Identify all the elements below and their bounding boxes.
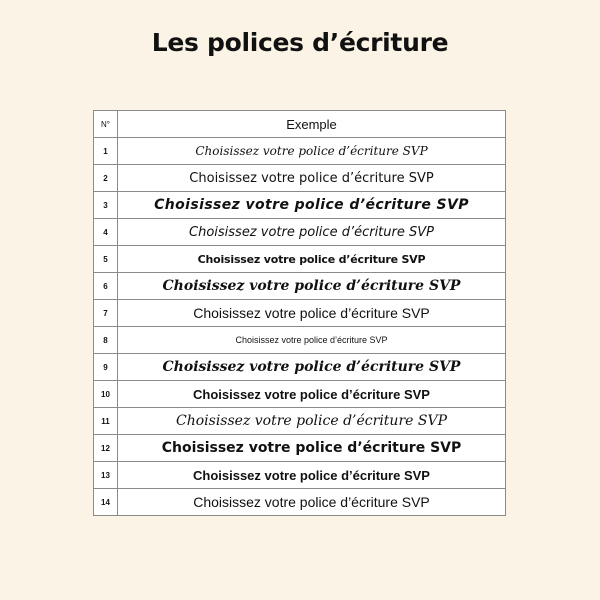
row-number: 10 bbox=[94, 381, 118, 408]
table-row bbox=[94, 300, 506, 327]
font-example: Choisissez votre police d’écriture SVP bbox=[118, 273, 506, 300]
row-number: 4 bbox=[94, 219, 118, 246]
font-example: Choisissez votre police d’écriture SVP bbox=[118, 462, 506, 489]
row-number: 5 bbox=[94, 246, 118, 273]
table-row bbox=[94, 246, 506, 273]
table-row bbox=[94, 219, 506, 246]
row-number: 14 bbox=[94, 489, 118, 516]
table-row bbox=[94, 462, 506, 489]
row-number: 1 bbox=[94, 138, 118, 165]
row-number: 13 bbox=[94, 462, 118, 489]
table-header-row bbox=[94, 111, 506, 138]
font-example: Choisissez votre police d’écriture SVP bbox=[118, 408, 506, 435]
row-number: 12 bbox=[94, 435, 118, 462]
font-example: Choisissez votre police d’écriture SVP bbox=[118, 381, 506, 408]
font-example: Choisissez votre police d’écriture SVP bbox=[118, 300, 506, 327]
row-number: 3 bbox=[94, 192, 118, 219]
table-row bbox=[94, 327, 506, 354]
row-number: 9 bbox=[94, 354, 118, 381]
font-example: Choisissez votre police d’écriture SVP bbox=[118, 354, 506, 381]
font-example: Choisissez votre police d’écriture SVP bbox=[118, 165, 506, 192]
table-row bbox=[94, 192, 506, 219]
table-row bbox=[94, 381, 506, 408]
table-row bbox=[94, 435, 506, 462]
row-number: 6 bbox=[94, 273, 118, 300]
table-row bbox=[94, 165, 506, 192]
font-example: Choisissez votre police d’écriture SVP bbox=[118, 219, 506, 246]
row-number: 8 bbox=[94, 327, 118, 354]
header-num: N° bbox=[94, 111, 118, 138]
table-row bbox=[94, 408, 506, 435]
font-example: Choisissez votre police d’écriture SVP bbox=[118, 246, 506, 273]
font-example: Choisissez votre police d’écriture SVP bbox=[118, 138, 506, 165]
table-row bbox=[94, 489, 506, 516]
row-number: 2 bbox=[94, 165, 118, 192]
font-example: Choisissez votre police d’écriture SVP bbox=[118, 327, 506, 354]
page-title: Les polices d’écriture bbox=[151, 28, 449, 57]
font-table bbox=[93, 110, 506, 516]
header-example: Exemple bbox=[118, 111, 506, 138]
font-example: Choisissez votre police d’écriture SVP bbox=[118, 435, 506, 462]
row-number: 7 bbox=[94, 300, 118, 327]
table-row bbox=[94, 273, 506, 300]
row-number: 11 bbox=[94, 408, 118, 435]
font-example: Choisissez votre police d’écriture SVP bbox=[118, 192, 506, 219]
table-row bbox=[94, 138, 506, 165]
font-example: Choisissez votre police d’écriture SVP bbox=[118, 489, 506, 516]
table-row bbox=[94, 354, 506, 381]
